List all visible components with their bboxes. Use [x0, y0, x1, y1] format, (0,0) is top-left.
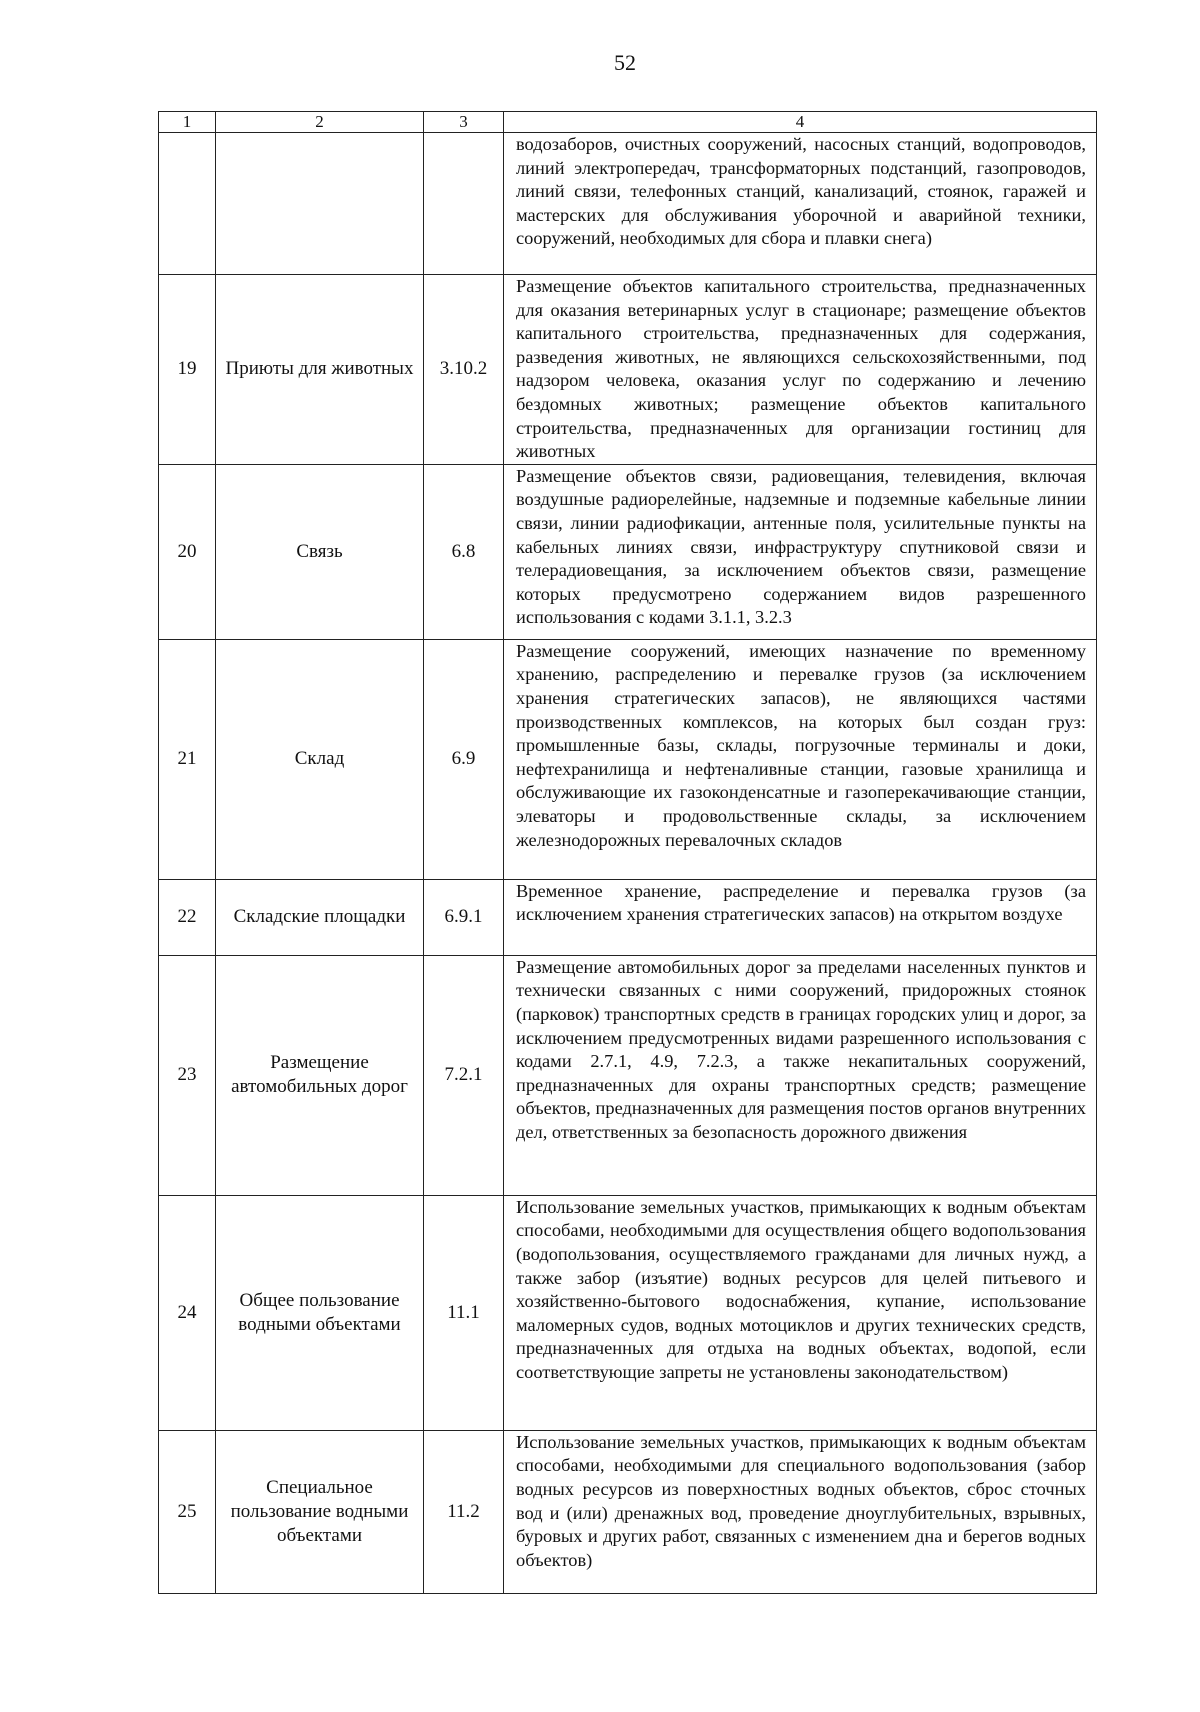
header-col-2: 2: [216, 112, 424, 133]
row-number: [159, 133, 216, 275]
use-type-code: 6.8: [424, 464, 504, 639]
use-type-code: 6.9.1: [424, 879, 504, 955]
row-number: 22: [159, 879, 216, 955]
use-type-code: [424, 133, 504, 275]
table-row: [159, 133, 1097, 275]
row-number: 24: [159, 1195, 216, 1430]
table-row: [159, 275, 1097, 465]
row-number: 21: [159, 639, 216, 879]
use-type-description: Размещение сооружений, имеющих назначение по временному хранению, распределению и перевалке грузов (за исключением хранения стратегических запасов), не являющихся частями производственных комплексов, на которых был создан груз: промышленные базы, склады, погрузочные терминалы и доки, нефтехранилища и нефтеналивные станции, газовые хранилища и обслуживающие их газоконденсатные и газоперекачивающие станции, элеваторы и продовольственные склады, за исключением железнодорожных перевалочных складов: [504, 639, 1097, 879]
row-number: 25: [159, 1430, 216, 1593]
table-row: [159, 464, 1097, 639]
row-number: 23: [159, 955, 216, 1195]
use-type-name: Размещение автомобильных дорог: [216, 955, 424, 1195]
header-col-1: 1: [159, 112, 216, 133]
use-type-name: Приюты для животных: [216, 275, 424, 465]
table-row: [159, 879, 1097, 955]
use-type-code: 11.2: [424, 1430, 504, 1593]
use-type-name: [216, 133, 424, 275]
row-number: 19: [159, 275, 216, 465]
table-row: [159, 955, 1097, 1195]
use-type-description: водозаборов, очистных сооружений, насосных станций, водопроводов, линий электропередач, трансформаторных подстанций, газопроводов, линий связи, телефонных станций, канализаций, стоянок, гаражей и мастерских для обслуживания уборочной и аварийной техники, сооружений, необходимых для сбора и плавки снега): [504, 133, 1097, 275]
use-type-code: 3.10.2: [424, 275, 504, 465]
table-header: [159, 112, 1097, 133]
use-type-code: 11.1: [424, 1195, 504, 1430]
header-col-3: 3: [424, 112, 504, 133]
row-number: 20: [159, 464, 216, 639]
use-type-name: Общее пользование водными объектами: [216, 1195, 424, 1430]
use-type-code: 7.2.1: [424, 955, 504, 1195]
use-type-name: Складские площадки: [216, 879, 424, 955]
table-row: [159, 639, 1097, 879]
table-row: [159, 1195, 1097, 1430]
use-type-name: Специальное пользование водными объектами: [216, 1430, 424, 1593]
use-type-description: Временное хранение, распределение и перевалка грузов (за исключением хранения стратегических запасов) на открытом воздухе: [504, 879, 1097, 955]
use-type-code: 6.9: [424, 639, 504, 879]
land-use-table: [158, 111, 1097, 1594]
table-row: [159, 1430, 1097, 1593]
use-type-description: Размещение автомобильных дорог за пределами населенных пунктов и технически связанных с ними сооружений, придорожных стоянок (парковок) транспортных средств в границах городских улиц и дорог, за исключением предусмотренных видами разрешенного использования с кодами 2.7.1, 4.9, 7.2.3, а также некапитальных сооружений, предназначенных для охраны транспортных средств; размещение объектов, предназначенных для размещения постов органов внутренних дел, ответственных за безопасность дорожного движения: [504, 955, 1097, 1195]
use-type-name: Склад: [216, 639, 424, 879]
use-type-description: Размещение объектов капитального строительства, предназначенных для оказания ветеринарных услуг в стационаре; размещение объектов капитального строительства, предназначенных для содержания, разведения животных, не являющихся сельскохозяйственными, под надзором человека, оказания услуг по содержанию и лечению бездомных животных; размещение объектов капитального строительства, предназначенных для организации гостиниц для животных: [504, 275, 1097, 465]
header-col-4: 4: [504, 112, 1097, 133]
use-type-description: Использование земельных участков, примыкающих к водным объектам способами, необходимыми для осуществления общего водопользования (водопользования, осуществляемого гражданами для личных нужд, а также забор (изъятие) водных ресурсов для целей питьевого и хозяйственно-бытового водоснабжения, купание, использование маломерных судов, водных мотоциклов и других технических средств, предназначенных для отдыха на водных объектах, водопой, если соответствующие запреты не установлены законодательством): [504, 1195, 1097, 1430]
page-number: 52: [614, 50, 636, 75]
use-type-name: Связь: [216, 464, 424, 639]
use-type-description: Использование земельных участков, примыкающих к водным объектам способами, необходимыми для специального водопользования (забор водных ресурсов из поверхностных водных объектов, сброс сточных вод и (или) дренажных вод, проведение дноуглубительных, взрывных, буровых и других работ, связанных с изменением дна и берегов водных объектов): [504, 1430, 1097, 1593]
use-type-description: Размещение объектов связи, радиовещания, телевидения, включая воздушные радиорелейные, надземные и подземные кабельные линии связи, линии радиофикации, антенные поля, усилительные пункты на кабельных линиях связи, инфраструктуру спутниковой связи и телерадиовещания, за исключением объектов связи, размещение которых предусмотрено содержанием видов разрешенного использования с кодами 3.1.1, 3.2.3: [504, 464, 1097, 639]
